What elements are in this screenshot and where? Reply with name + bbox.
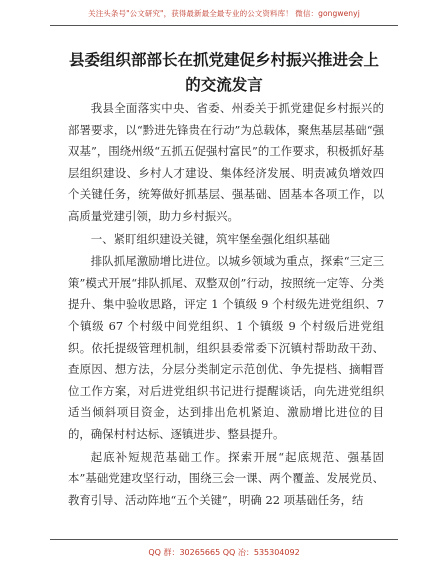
body-paragraph: 起底补短规范基础工作。探索开展“起底规范、强基固本”基础党建攻坚行动，围绕三会一课、两个覆盖、发展党员、教育引导、活动阵地“五个关键”，明确 22 项基础任务，结 bbox=[68, 449, 384, 507]
body-paragraph: 排队抓尾激励增比进位。以城乡领域为重点，探索“三定三策”模式开展“排队抓尾、双整双创”行动，按照统一定等、分类提升、集中验收思路，评定 1 个镇级 9 个村级先进党组织、7 个镇级 67 个村级中间党组织、1 个镇级 9 个村级后进党组织。依托提级管理机制，组织县委常委下沉镇村帮助敌干劲、查原因、想方法，分层分类制定示范创优、争先提档、摘帽晋位工作方案，对后进党组织书记进行提醒谈话，向先进党组织适当倾斜项目资金，达到排出危机紧迫、激励增比进位的目的，确保村村达标、逐镇进步、整县提升。 bbox=[68, 254, 384, 441]
title-line-2: 的交流发言 bbox=[185, 76, 263, 94]
document-body bbox=[68, 98, 384, 511]
document-title bbox=[45, 48, 403, 98]
header-note: 关注头条号"公文研究"，获得最新最全最专业的公文资料库！ 微信：gongwenyj bbox=[88, 9, 360, 18]
footer-note: QQ 群：30265665 QQ 冶：535304092 bbox=[148, 548, 300, 557]
footer-divider bbox=[50, 539, 398, 540]
header-divider bbox=[50, 25, 398, 26]
title-line-1: 县委组织部部长在抓党建促乡村振兴推进会上 bbox=[68, 51, 379, 69]
section-heading: 一、紧盯组织建设关键，筑牢堡垒强化组织基础 bbox=[90, 231, 331, 246]
intro-paragraph: 我县全面落实中央、省委、州委关于抓党建促乡村振兴的部署要求，以“黔进先锋贵在行动”为总载体，聚焦基层基础“强双基”，围绕州级“五抓五促强村富民”的工作要求，积极抓好基层组织建设、乡村人才建设、集体经济发展、明责减负增效四个关键任务，统筹做好抓基层、强基础、固基本各项工作，以高质量党建引领，助力乡村振兴。 bbox=[68, 101, 384, 223]
